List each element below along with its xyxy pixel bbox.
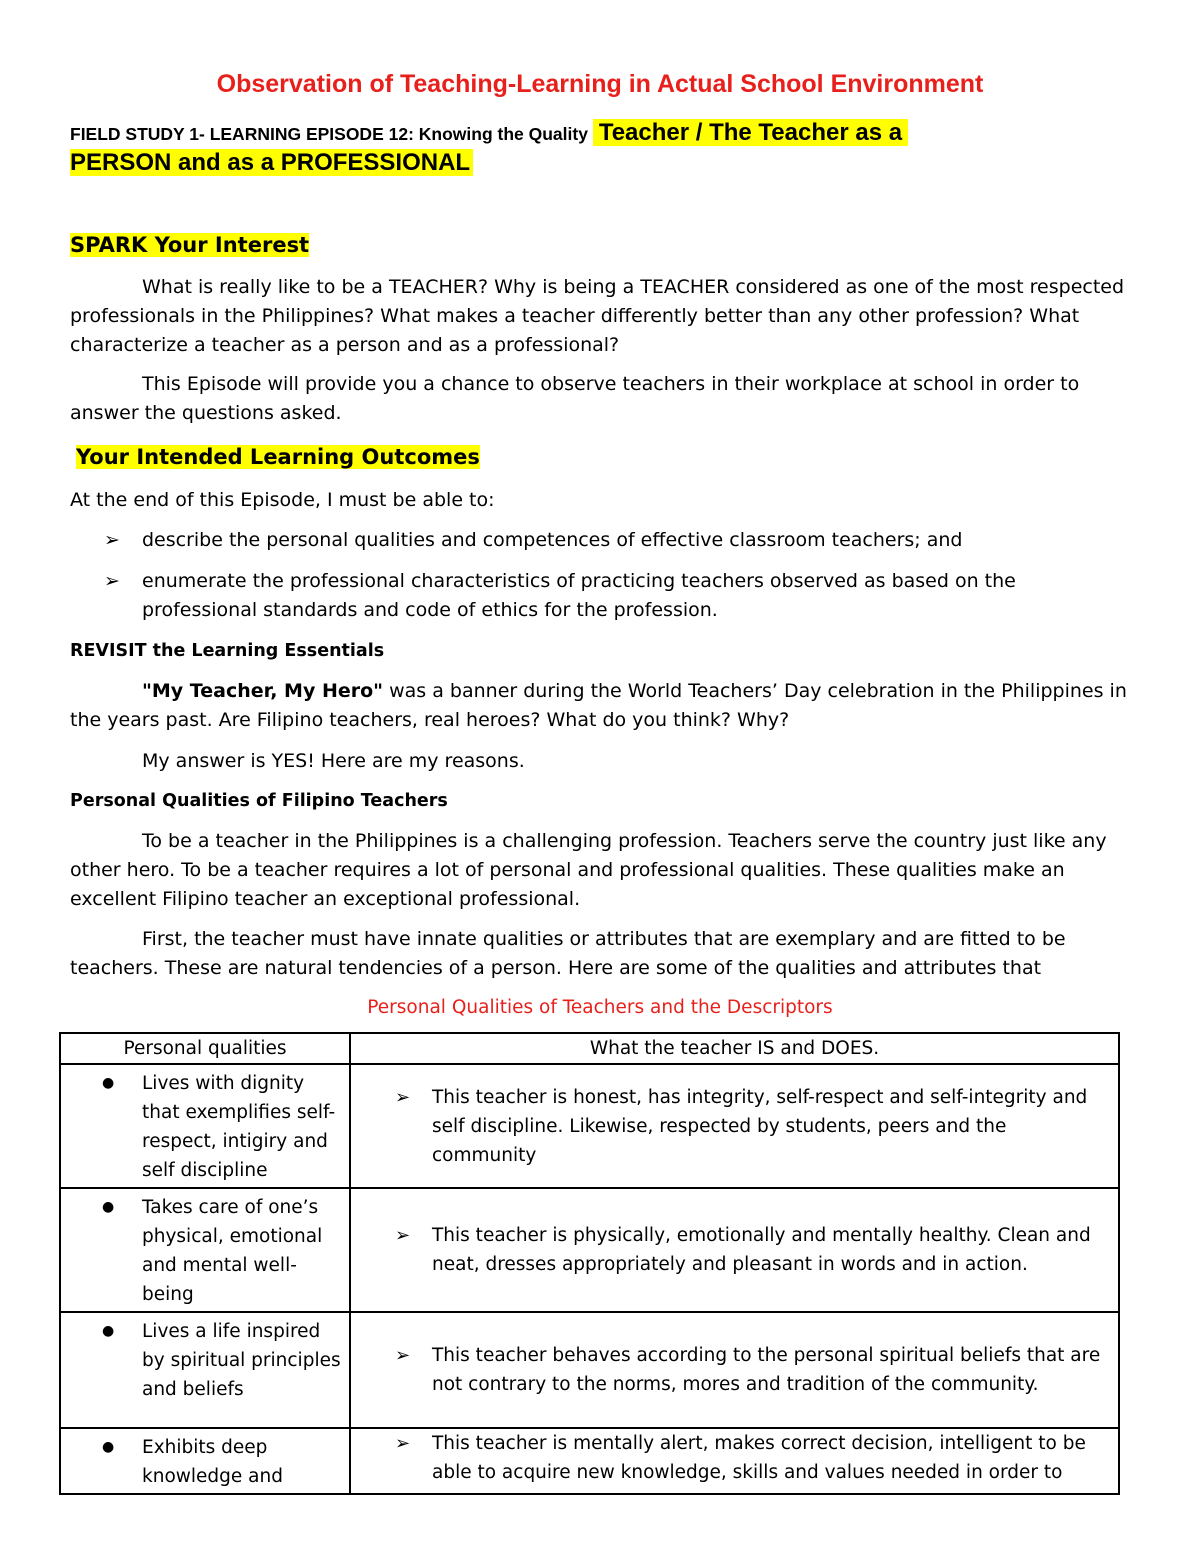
arrow-bullet-icon: ➢ (104, 529, 120, 551)
descriptor-cell: ➢ This teacher is mentally alert, makes correct decision, intelligent to be able to acquire new knowledge, skills and values needed in order to (350, 1428, 1119, 1494)
table-row (60, 1428, 1119, 1494)
table-header-row (60, 1033, 1119, 1064)
qualities-table (59, 1032, 1120, 1495)
personal-paragraph-2: First, the teacher must have innate qualities or attributes that are exemplary and are fitted to be teachers. These are natural tendencies of a person. Here are some of the qualities and attributes that (70, 928, 1066, 979)
descriptor-cell: ➢ This teacher is physically, emotionally and mentally healthy. Clean and neat, dresses appropriately and pleasant in words and in action. (350, 1188, 1119, 1312)
outcome-item-2: enumerate the professional characteristics of practicing teachers observed as based on the professional standards and code of ethics for the profession. (142, 570, 1016, 621)
outcomes-heading: Your Intended Learning Outcomes (76, 445, 480, 469)
bullet-icon: ● (102, 1323, 115, 1339)
arrow-bullet-icon: ➢ (104, 570, 120, 592)
arrow-bullet-icon: ➢ (395, 1086, 411, 1108)
bullet-icon: ● (102, 1199, 115, 1215)
revisit-paragraph-2: My answer is YES! Here are my reasons. (142, 750, 525, 772)
spark-paragraph-2: This Episode will provide you a chance to observe teachers in their workplace at school in order to answer the questions asked. (70, 373, 1080, 424)
arrow-bullet-icon: ➢ (395, 1433, 411, 1454)
bullet-icon: ● (102, 1075, 115, 1091)
outcomes-intro: At the end of this Episode, I must be able to: (70, 489, 495, 511)
spark-heading: SPARK Your Interest (70, 233, 310, 257)
descriptor-cell: ➢ This teacher is honest, has integrity, self-respect and self-integrity and self discipline. Likewise, respected by students, peers and the community (350, 1064, 1119, 1188)
subtitle-highlight-2: PERSON and as a PROFESSIONAL (70, 149, 473, 176)
quality-cell: ● Exhibits deep knowledge and (60, 1428, 350, 1494)
revisit-heading: REVISIT the Learning Essentials (70, 641, 385, 661)
page-title: Observation of Teaching-Learning in Actual School Environment (216, 70, 984, 98)
revisit-paragraph-1: "My Teacher, My Hero" was a banner during the World Teachers’ Day celebration in the Philippines in the years past. Are Filipino teachers, real heroes? What do you think? Why? (70, 680, 1127, 731)
arrow-bullet-icon: ➢ (395, 1225, 411, 1246)
subtitle-line-2 (70, 147, 473, 179)
table-row (60, 1188, 1119, 1312)
bullet-icon: ● (102, 1439, 115, 1455)
subtitle-highlight-1: Teacher / The Teacher as a (593, 119, 908, 146)
personal-paragraph-1: To be a teacher in the Philippines is a challenging profession. Teachers serve the country just like any other hero. To be a teacher requires a lot of personal and professional qualities. These qualities make an excellent Filipino teacher an exceptional professional. (70, 830, 1107, 910)
header-descriptors: What the teacher IS and DOES. (350, 1033, 1119, 1064)
quality-cell: ● Lives a life inspired by spiritual principles and beliefs (60, 1312, 350, 1428)
revisit-quote: "My Teacher, My Hero" (142, 680, 384, 702)
personal-heading: Personal Qualities of Filipino Teachers (70, 791, 448, 811)
subtitle-line-1 (70, 117, 908, 150)
quality-cell: ● Takes care of one’s physical, emotional and mental well-being (60, 1188, 350, 1312)
outcome-item-1: describe the personal qualities and competences of effective classroom teachers; and (142, 529, 963, 551)
header-personal-qualities: Personal qualities (60, 1033, 350, 1064)
descriptor-cell: ➢ This teacher behaves according to the personal spiritual beliefs that are not contrary to the norms, mores and tradition of the community. (350, 1312, 1119, 1428)
table-row (60, 1312, 1119, 1428)
arrow-bullet-icon: ➢ (395, 1345, 411, 1366)
quality-cell: ● Lives with dignity that exemplifies self-respect, intigiry and self discipline (60, 1064, 350, 1188)
table-row (60, 1064, 1119, 1188)
subtitle-prefix: FIELD STUDY 1- LEARNING EPISODE 12: Knowing the Quality (70, 124, 588, 144)
table-caption: Personal Qualities of Teachers and the Descriptors (367, 997, 833, 1018)
spark-paragraph-1: What is really like to be a TEACHER? Why is being a TEACHER considered as one of the most respected professionals in the Philippines? What makes a teacher differently better than any other profession? What characterize a teacher as a person and as a professional? (70, 276, 1125, 356)
